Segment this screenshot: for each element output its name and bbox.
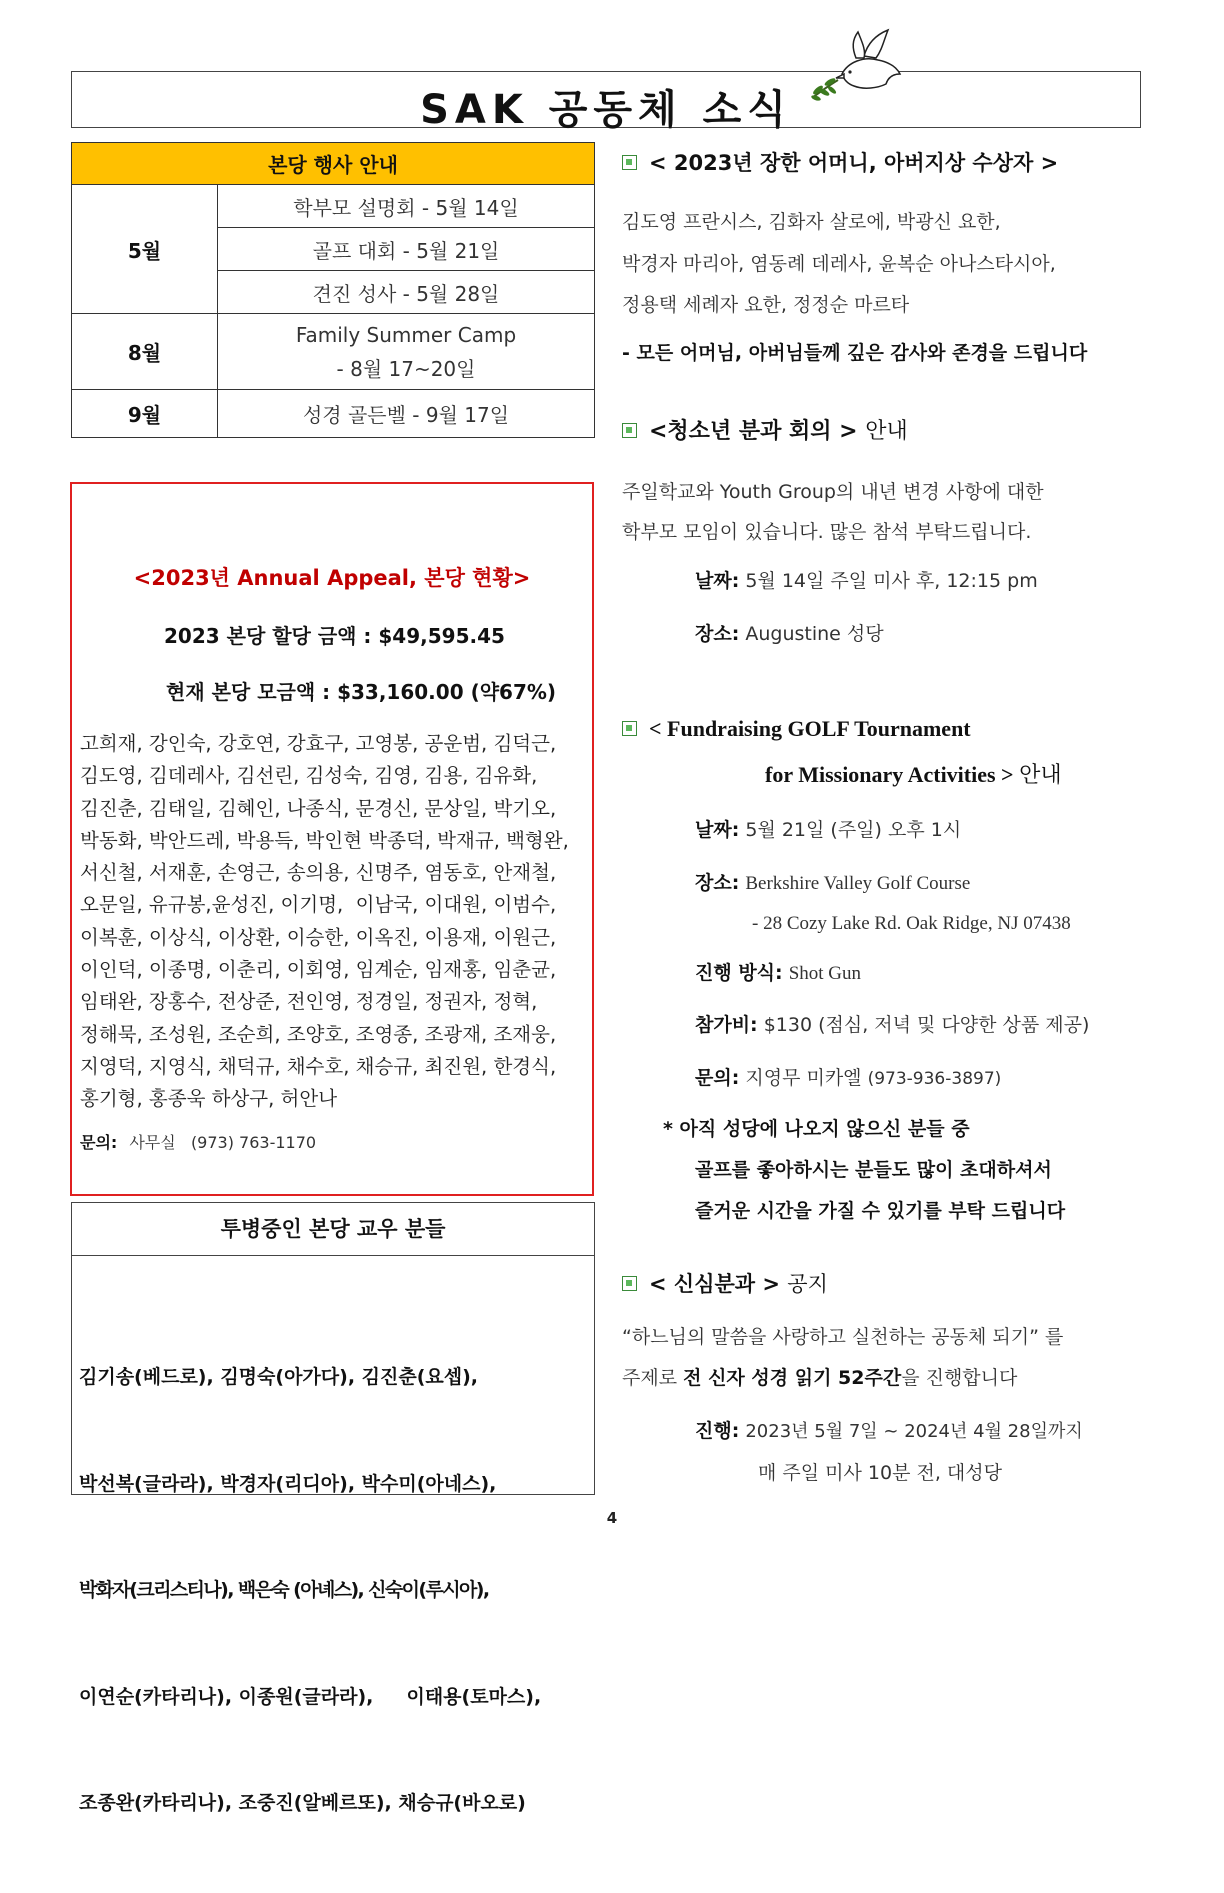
sick-header: 투병중인 본당 교우 분들 [72, 1203, 594, 1256]
golf-note-1: * 아직 성당에 나오지 않으신 분들 중 [663, 1118, 970, 1140]
donor-line: 고희재, 강인숙, 강호연, 강효구, 고영봉, 공운범, 김덕근, [80, 732, 557, 755]
golf-heading-line2: for Missionary Activities > [765, 762, 1014, 787]
awards-thanks: - 모든 어머님, 아버님들께 깊은 감사와 존경을 드립니다 [622, 342, 1088, 364]
sick-line: 김기송(베드로), 김명숙(아가다), 김진춘(요셉), [79, 1366, 479, 1388]
event-golden-bell: 성경 골든벨 - 9월 17일 [218, 390, 595, 438]
sick-line: 박선복(글라라), 박경자(리디아), 박수미(아네스), [79, 1472, 497, 1495]
events-table-header: 본당 행사 안내 [72, 143, 595, 185]
donor-line: 이복훈, 이상식, 이상환, 이승한, 이옥진, 이용재, 이원근, [80, 925, 557, 949]
appeal-assessment: 2023 본당 할당 금액 : $49,595.45 [164, 624, 505, 648]
golf-fee-label: 참가비: [695, 1014, 758, 1036]
youth-heading-normal: 안내 [865, 419, 908, 444]
youth-line: 학부모 모임이 있습니다. 많은 참석 부탁드립니다. [622, 521, 1032, 543]
faith-line2-pre: 주제로 [622, 1367, 678, 1389]
golf-place-label: 장소: [695, 872, 740, 894]
month-sep: 9월 [72, 390, 218, 438]
dove-with-olive-branch-icon [808, 28, 904, 110]
donor-line: 홍기형, 홍종욱 하상구, 허안나 [80, 1087, 338, 1111]
awards-list [622, 202, 1056, 327]
faith-line2-post: 을 진행합니다 [901, 1367, 1018, 1389]
golf-method-value: Shot Gun [788, 963, 862, 984]
golf-fee [695, 1010, 1089, 1037]
summer-camp-dates: - 8월 17~20일 [336, 356, 476, 381]
green-square-bullet-icon [622, 423, 637, 438]
golf-note-3: 즐거운 시간을 가질 수 있기를 부탁 드립니다 [695, 1200, 1066, 1222]
awards-line: 김도영 프란시스, 김화자 살로에, 박광신 요한, [622, 211, 1001, 233]
event-confirmation: 견진 성사 - 5월 28일 [218, 271, 595, 314]
donor-line: 정해묵, 조성원, 조순희, 조양호, 조영종, 조광재, 조재웅, [80, 1022, 557, 1046]
golf-contact-name: 지영무 미카엘 [745, 1067, 862, 1089]
donor-line: 오문일, 유규봉,윤성진, 이기명, 이남국, 이대원, 이범수, [80, 893, 557, 917]
page-title: SAK 공동체 소식 [420, 87, 792, 133]
youth-line: 주일학교와 Youth Group의 내년 변경 사항에 대한 [622, 481, 1044, 503]
faith-program-label: 진행: [695, 1420, 740, 1442]
appeal-contact-label: 문의: [80, 1133, 118, 1152]
sick-parishioners-box [71, 1202, 595, 1814]
golf-place [695, 868, 970, 895]
sick-list [79, 1289, 541, 1893]
golf-date [695, 815, 961, 842]
youth-place [695, 619, 884, 646]
green-square-bullet-icon [622, 155, 637, 170]
youth-date [695, 566, 1038, 593]
event-summer-camp [218, 314, 595, 390]
faith-program-2: 매 주일 미사 10분 전, 대성당 [758, 1462, 1002, 1484]
awards-line: 박경자 마리아, 염동례 데레사, 윤복순 아나스타시아, [622, 252, 1056, 275]
awards-heading-text: < 2023년 장한 어머니, 아버지상 수상자 > [649, 151, 1059, 175]
faith-heading [622, 1268, 828, 1298]
golf-heading-suffix: 안내 [1019, 763, 1062, 788]
golf-date-value: 5월 21일 (주일) 오후 1시 [745, 819, 962, 841]
faith-program-dates: 2023년 5월 7일 ~ 2024년 4월 28일까지 [745, 1421, 1083, 1442]
youth-place-value: Augustine 성당 [745, 623, 884, 645]
golf-heading-line1: < Fundraising GOLF Tournament [649, 716, 971, 741]
awards-heading [622, 147, 1058, 177]
youth-heading-bold: <청소년 분과 회의 > [649, 419, 858, 444]
donor-line: 서신철, 서재훈, 손영근, 송의용, 신명주, 염동호, 안재철, [80, 861, 557, 885]
youth-date-value: 5월 14일 주일 미사 후, 12:15 pm [745, 570, 1038, 592]
month-aug: 8월 [72, 314, 218, 390]
golf-method-label: 진행 방식: [695, 962, 783, 984]
event-parent-meeting: 학부모 설명회 - 5월 14일 [218, 185, 595, 228]
golf-contact-phone: (973-936-3897) [867, 1069, 1002, 1089]
annual-appeal-box [70, 482, 594, 1196]
donor-line: 김도영, 김데레사, 김선린, 김성숙, 김영, 김용, 김유화, [80, 764, 538, 788]
donor-line: 박동화, 박안드레, 박용득, 박인현 박종덕, 박재규, 백형완, [80, 828, 569, 852]
faith-heading-normal: 공지 [787, 1272, 828, 1296]
faith-line-1: “하느님의 말씀을 사랑하고 실천하는 공동체 되기” 를 [622, 1326, 1064, 1348]
parish-events-table [71, 142, 595, 438]
youth-heading [622, 414, 908, 445]
sick-line: 박화자(크리스티나), 백은숙 (아녜스), 신숙이(루시아), [79, 1579, 489, 1601]
faith-line-2 [622, 1363, 1017, 1390]
golf-heading-2 [765, 758, 1062, 789]
donor-line: 임태완, 장홍수, 전상준, 전인영, 정경일, 정권자, 정혁, [80, 990, 538, 1014]
faith-heading-bold: < 신심분과 > [649, 1272, 780, 1296]
sick-line: 이연순(카타리나), 이종원(글라라), 이태용(토마스), [79, 1685, 542, 1708]
appeal-contact [80, 1130, 316, 1153]
youth-place-label: 장소: [695, 623, 740, 645]
page-number: 4 [606, 1509, 618, 1527]
faith-program [695, 1416, 1083, 1443]
appeal-collected: 현재 본당 모금액 : $33,160.00 (약67%) [166, 680, 557, 704]
appeal-title: <2023년 Annual Appeal, 본당 현황> [133, 566, 531, 590]
summer-camp-title: Family Summer Camp [295, 322, 517, 347]
green-square-bullet-icon [622, 1276, 637, 1291]
awards-line: 정용택 세례자 요한, 정정순 마르타 [622, 294, 910, 316]
golf-place-value: Berkshire Valley Golf Course [745, 873, 971, 894]
golf-fee-value: $130 (점심, 저녁 및 다양한 상품 제공) [763, 1014, 1090, 1036]
golf-method [695, 958, 861, 985]
donor-line: 김진춘, 김태일, 김혜인, 나종식, 문경신, 문상일, 박기오, [80, 796, 557, 820]
youth-body [622, 472, 1044, 552]
golf-heading [622, 716, 971, 742]
golf-contact [695, 1063, 1001, 1090]
sick-line: 조종완(카타리나), 조중진(알베르또), 채승규(바오로) [79, 1792, 526, 1814]
golf-address: - 28 Cozy Lake Rd. Oak Ridge, NJ 07438 [752, 913, 1071, 934]
green-square-bullet-icon [622, 721, 637, 736]
appeal-contact-value: 사무실 (973) 763-1170 [129, 1133, 317, 1152]
youth-date-label: 날짜: [695, 570, 740, 592]
golf-date-label: 날짜: [695, 819, 740, 841]
donor-line: 지영덕, 지영식, 채덕규, 채수호, 채승규, 최진원, 한경식, [80, 1054, 557, 1078]
event-golf: 골프 대회 - 5월 21일 [218, 228, 595, 271]
title-box [71, 71, 1141, 133]
donor-list [80, 728, 592, 1116]
golf-contact-label: 문의: [695, 1067, 740, 1089]
golf-note-2: 골프를 좋아하시는 분들도 많이 초대하셔서 [695, 1159, 1052, 1181]
donor-line: 이인덕, 이종명, 이춘리, 이회영, 임계순, 임재홍, 임춘균, [80, 958, 557, 982]
month-may: 5월 [72, 185, 218, 314]
faith-line2-bold: 전 신자 성경 읽기 52주간 [683, 1367, 902, 1389]
